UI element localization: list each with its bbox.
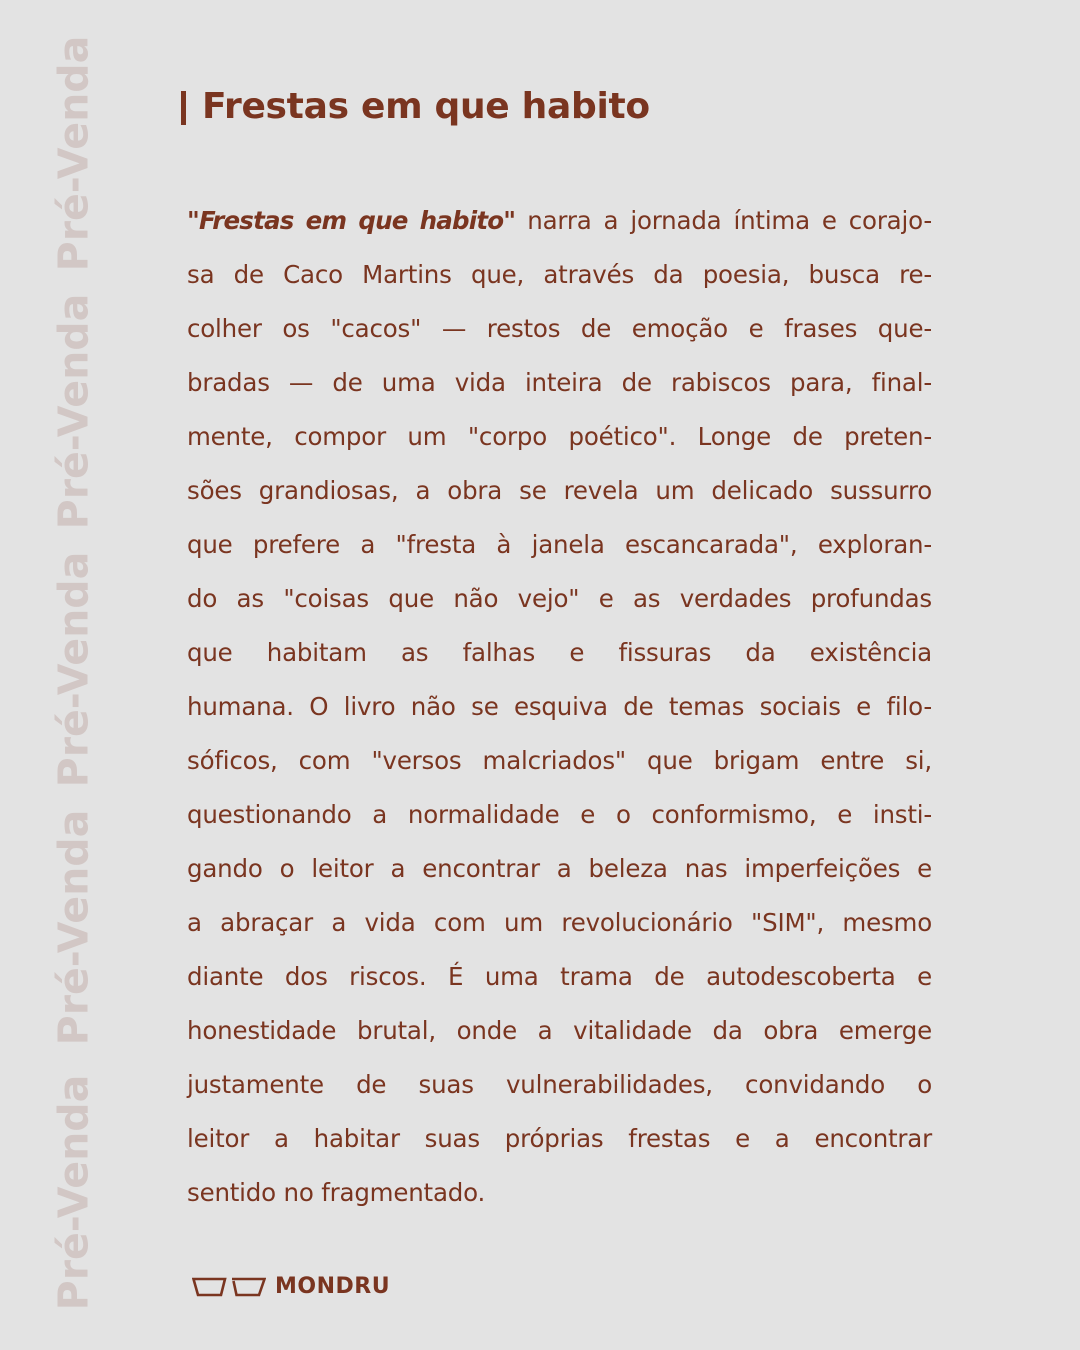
synopsis-line-text: narra a jornada íntima e corajo- — [515, 206, 932, 235]
pre-venda-label-text: Pré-Venda — [49, 293, 98, 529]
pre-venda-label-text: Pré-Venda — [49, 1074, 98, 1310]
side-strip — [0, 0, 140, 1350]
synopsis-line: questionando a normalidade e o conformismo, e insti- — [187, 800, 932, 829]
pre-venda-label-text: Pré-Venda — [49, 809, 98, 1045]
synopsis-line: a abraçar a vida com um revolucionário "SIM", mesmo — [187, 908, 932, 937]
pre-venda-label — [49, 809, 98, 1045]
mondru-glasses-logo-icon — [192, 1277, 266, 1297]
synopsis-line: sóficos, com "versos malcriados" que brigam entre si, — [187, 746, 932, 775]
synopsis-line: sões grandiosas, a obra se revela um delicado sussurro — [187, 476, 932, 505]
page-header — [181, 84, 650, 130]
pre-venda-label-text: Pré-Venda — [49, 551, 98, 787]
synopsis-line: bradas — de uma vida inteira de rabiscos para, final- — [187, 368, 932, 397]
synopsis-line: honestidade brutal, onde a vitalidade da obra emerge — [187, 1016, 932, 1045]
synopsis-line: colher os "cacos" — restos de emoção e frases que- — [187, 314, 932, 343]
pre-venda-label — [49, 551, 98, 787]
brand-name: MONDRU — [275, 1274, 391, 1299]
synopsis-line: gando o leitor a encontrar a beleza nas imperfeições e — [187, 854, 932, 883]
synopsis-paragraph — [187, 194, 932, 1220]
book-title-emphasis: "Frestas em que habito" — [187, 206, 516, 235]
synopsis-line: humana. O livro não se esquiva de temas sociais e filo- — [187, 692, 932, 721]
synopsis-line: diante dos riscos. É uma trama de autodescoberta e — [187, 962, 932, 991]
pre-venda-label — [49, 1074, 98, 1310]
synopsis-line — [187, 194, 932, 248]
mondru-logo — [192, 1276, 390, 1298]
synopsis-line: justamente de suas vulnerabilidades, convidando o — [187, 1070, 932, 1099]
synopsis-line: leitor a habitar suas próprias frestas e a encontrar — [187, 1124, 932, 1153]
title-accent-bar — [181, 91, 186, 125]
pre-venda-label — [49, 35, 98, 271]
synopsis-line: que habitam as falhas e fissuras da existência — [187, 638, 932, 667]
synopsis-line: sa de Caco Martins que, através da poesia, busca re- — [187, 260, 932, 289]
pre-venda-label — [49, 293, 98, 529]
page-title: Frestas em que habito — [202, 86, 650, 127]
synopsis-line: do as "coisas que não vejo" e as verdades profundas — [187, 584, 932, 613]
synopsis-line: que prefere a "fresta à janela escancarada", exploran- — [187, 530, 932, 559]
pre-venda-label-text: Pré-Venda — [49, 35, 98, 271]
synopsis-line: sentido no fragmentado. — [187, 1178, 486, 1207]
synopsis-line: mente, compor um "corpo poético". Longe de preten- — [187, 422, 932, 451]
